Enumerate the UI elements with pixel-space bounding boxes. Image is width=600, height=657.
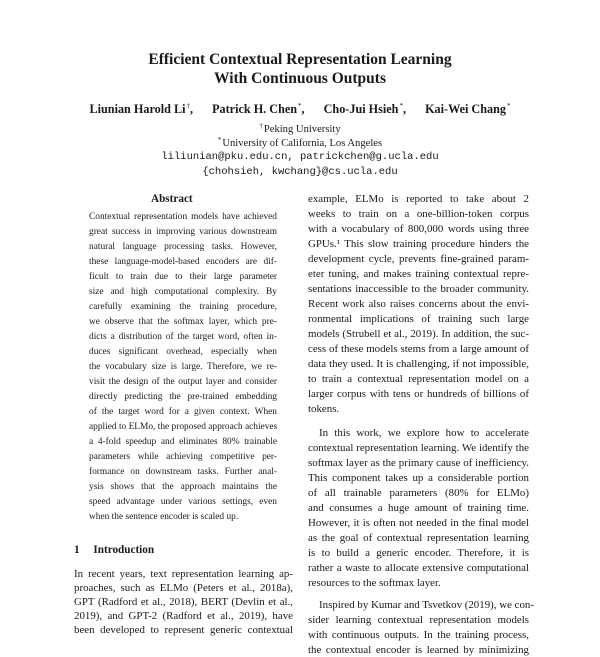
body-line: data they used. It is challenging, if not impossible,: [308, 358, 529, 370]
abstract-line: these language-model-based encoders are dif-: [89, 257, 277, 267]
intro-line: GPT (Radford et al., 2018), BERT (Devlin et al.,: [74, 596, 293, 608]
intro-line: 2019), and GPT-2 (Radford et al., 2019), have: [74, 610, 293, 622]
body-line: and consumes a huge amount of training time.: [308, 502, 529, 514]
affiliation-1: [0, 122, 600, 135]
abstract-line: visit the design of the output layer and consider: [89, 377, 277, 387]
body-line: contextual representation learning. We identify the: [308, 442, 529, 454]
body-line: example, ELMo is reported to take about 2: [308, 193, 529, 205]
abstract-line: the vocabulary size is large. Therefore, we re-: [89, 362, 277, 372]
author-mark: *: [298, 102, 302, 110]
affiliation-text: Peking University: [263, 124, 341, 135]
abstract-line: duces significant overhead, especially when: [89, 347, 277, 357]
body-line: development cycle, prevents fine-grained param-: [308, 253, 529, 265]
body-line: softmax layer as the primary cause of inefficiency.: [308, 457, 529, 469]
section-number: 1: [74, 544, 80, 556]
author-list: [0, 102, 600, 117]
body-line: to train a contextual representation model on a: [308, 373, 529, 385]
title-line-2: With Continuous Outputs: [213, 70, 386, 87]
abstract-line: Contextual representation models have achieved: [89, 212, 277, 222]
body-line: tokens.: [308, 403, 340, 415]
author-name: Patrick H. Chen: [212, 102, 298, 116]
abstract-line: great success in improving various downstream: [89, 227, 277, 237]
abstract-line: parameters while achieving competitive per-: [89, 452, 277, 462]
body-line: of all trainable parameters (80% for ELMo): [308, 487, 529, 499]
body-line: ronmental implications of training such large: [308, 313, 529, 325]
body-line: Recent work also raises concerns about the envi-: [308, 298, 529, 310]
body-line: as the goal of contextual representation learning: [308, 532, 529, 544]
affiliation-mark: †: [259, 122, 263, 130]
body-line: larger corpus with tens or hundreds of billions of: [308, 388, 529, 400]
body-line: In this work, we explore how to accelerate: [319, 427, 529, 439]
abstract-line: applied to ELMo, the proposed approach achieves: [89, 422, 278, 432]
body-line: cess of these models stems from a large amount of: [308, 343, 529, 355]
author-name: Cho-Jui Hsieh: [323, 102, 399, 116]
author-mark: †: [186, 102, 190, 110]
abstract-line: directly predicting the pre-trained embedding: [89, 392, 277, 402]
abstract-line: we observe that the softmax layer, which pre-: [89, 317, 277, 327]
body-line: resources to the softmax layer.: [308, 577, 441, 589]
section-heading-introduction: [74, 544, 154, 556]
body-line: However, it is often not needed in the final model: [308, 517, 529, 529]
body-line: with a vocabulary of 800,000 words using three: [308, 223, 529, 235]
author-1: Liunian Harold Li†,: [89, 102, 194, 116]
body-line: models (Strubell et al., 2019). In addition, the suc-: [308, 328, 529, 340]
abstract-line: speed advantage under various settings, even: [89, 497, 277, 507]
author-name: Kai-Wei Chang: [425, 102, 506, 116]
intro-line: proaches, such as ELMo (Peters et al., 2018a),: [74, 582, 293, 594]
abstract-line: a 4-fold speedup and eliminates 80% trainable: [89, 437, 277, 447]
abstract-line: ysis shows that the approach maintains the: [89, 482, 277, 492]
abstract-line: ficult to train due to their large parameter: [89, 272, 277, 282]
section-title: Introduction: [93, 544, 155, 556]
body-line: rather a waste to allocate extensive computational: [308, 562, 529, 574]
author-2: Patrick H. Chen*,: [212, 102, 305, 116]
abstract-line: formance on downstream tasks. Further anal-: [89, 467, 277, 477]
author-3: Cho-Jui Hsieh*,: [323, 102, 407, 116]
body-line: sider learning contextual representation models: [308, 614, 529, 626]
author-mark: *: [506, 102, 511, 110]
author-name: Liunian Harold Li: [89, 102, 186, 116]
email-line-1[interactable]: liliunian@pku.edu.cn, patrickchen@g.ucla.edu: [161, 151, 439, 163]
body-line: weeks to train on a one-billion-token corpus: [308, 208, 529, 220]
body-line: is to build a generic encoder. Therefore, it is: [308, 547, 529, 559]
body-line: the contextual encoder is learned by minimizing: [308, 644, 529, 656]
abstract-line: natural language processing tasks. However,: [89, 242, 277, 252]
affiliation-mark: *: [217, 136, 222, 144]
body-line: GPUs.¹ This slow training procedure hinders the: [308, 238, 529, 250]
author-mark: *: [399, 102, 403, 110]
abstract-line: carefully examining the training procedure,: [89, 302, 277, 312]
abstract-heading: Abstract: [151, 193, 193, 205]
body-line: with continuous outputs. In the training process,: [308, 629, 529, 641]
email-line-2[interactable]: {chohsieh, kwchang}@cs.ucla.edu: [202, 166, 398, 178]
abstract-line: of the target word for a given context. When: [89, 407, 277, 417]
abstract-line: when the sentence encoder is scaled up.: [89, 512, 239, 522]
affiliation-text: University of California, Los Angeles: [222, 138, 383, 149]
author-4: [425, 102, 510, 116]
body-line: Inspired by Kumar and Tsvetkov (2019), we con-: [319, 599, 534, 611]
abstract-line: dicts a distribution of the target word, often in-: [89, 332, 277, 342]
intro-line: been developed to represent generic contextual: [74, 624, 293, 636]
abstract-line: size and high computational complexity. By: [89, 287, 277, 297]
body-line: This component takes up a considerable portion: [308, 472, 529, 484]
intro-line: In recent years, text representation learning ap-: [74, 568, 293, 580]
affiliation-2: [0, 136, 600, 149]
body-line: eter tuning, and makes training contextual repre-: [308, 268, 529, 280]
body-line: sentations inaccessible to the broader community.: [308, 283, 529, 295]
title-line-1: Efficient Contextual Representation Learning: [148, 51, 452, 68]
